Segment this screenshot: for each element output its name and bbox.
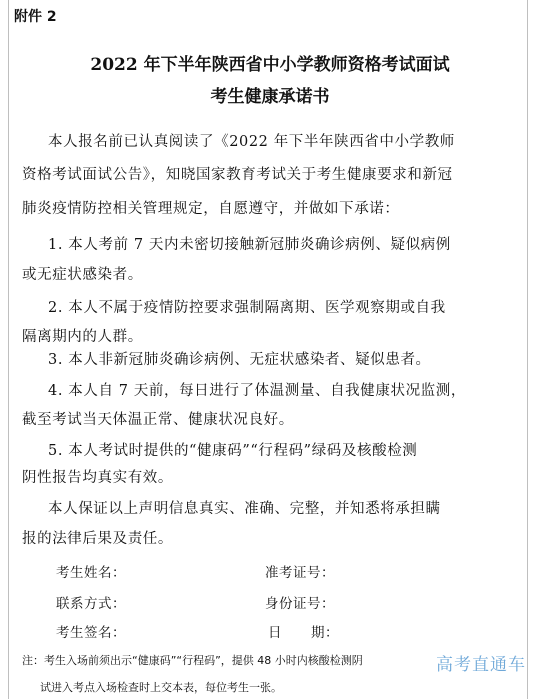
exam-number-field-label: 准考证号： xyxy=(265,565,335,581)
body-line: 3. 本人非新冠肺炎确诊病例、无症状感染者、疑似患者。 xyxy=(48,352,431,368)
contact-field-label: 联系方式： xyxy=(56,596,126,612)
footnote-line1: 注：考生入场前须出示“健康码”“行程码”，提供 48 小时内核酸检测阴 xyxy=(22,654,363,667)
body-line: 报的法律后果及责任。 xyxy=(22,531,173,547)
body-line: 阴性报告均真实有效。 xyxy=(22,470,173,486)
document-title-line2: 考生健康承诺书 xyxy=(210,87,330,107)
watermark-logo: 高考直通车 xyxy=(436,655,526,675)
date-field-label-part1: 日 xyxy=(268,625,282,641)
body-line: 本人报名前已认真阅读了《2022 年下半年陕西省中小学教师 xyxy=(48,134,455,150)
body-line: 2. 本人不属于疫情防控要求强制隔离期、医学观察期或自我 xyxy=(48,300,446,316)
body-line: 或无症状感染者。 xyxy=(22,267,143,283)
body-line: 5. 本人考试时提供的“健康码”“行程码”绿码及核酸检测 xyxy=(48,443,418,459)
body-line: 1. 本人考前 7 天内未密切接触新冠肺炎确诊病例、疑似病例 xyxy=(48,237,451,253)
id-number-field-label: 身份证号： xyxy=(265,596,335,612)
footnote-line2: 试进入考点入场检查时上交本表，每位考生一张。 xyxy=(40,681,282,694)
document-title-line1: 2022 年下半年陕西省中小学教师资格考试面试 xyxy=(90,55,450,75)
body-line: 隔离期内的人群。 xyxy=(22,329,143,345)
body-line: 本人保证以上声明信息真实、准确、完整，并知悉将承担瞒 xyxy=(48,501,441,517)
body-line: 资格考试面试公告》，知晓国家教育考试关于考生健康要求和新冠 xyxy=(22,167,453,183)
name-field-label: 考生姓名： xyxy=(56,565,126,581)
attachment-label: 附件 2 xyxy=(14,9,57,25)
date-field-label-part2: 期： xyxy=(311,625,339,641)
body-line: 4. 本人自 7 天前，每日进行了体温测量、自我健康状况监测， xyxy=(48,383,466,399)
body-line: 截至考试当天体温正常、健康状况良好。 xyxy=(22,412,294,428)
signature-field-label: 考生签名： xyxy=(56,625,126,641)
body-line: 肺炎疫情防控相关管理规定，自愿遵守，并做如下承诺： xyxy=(22,201,400,217)
